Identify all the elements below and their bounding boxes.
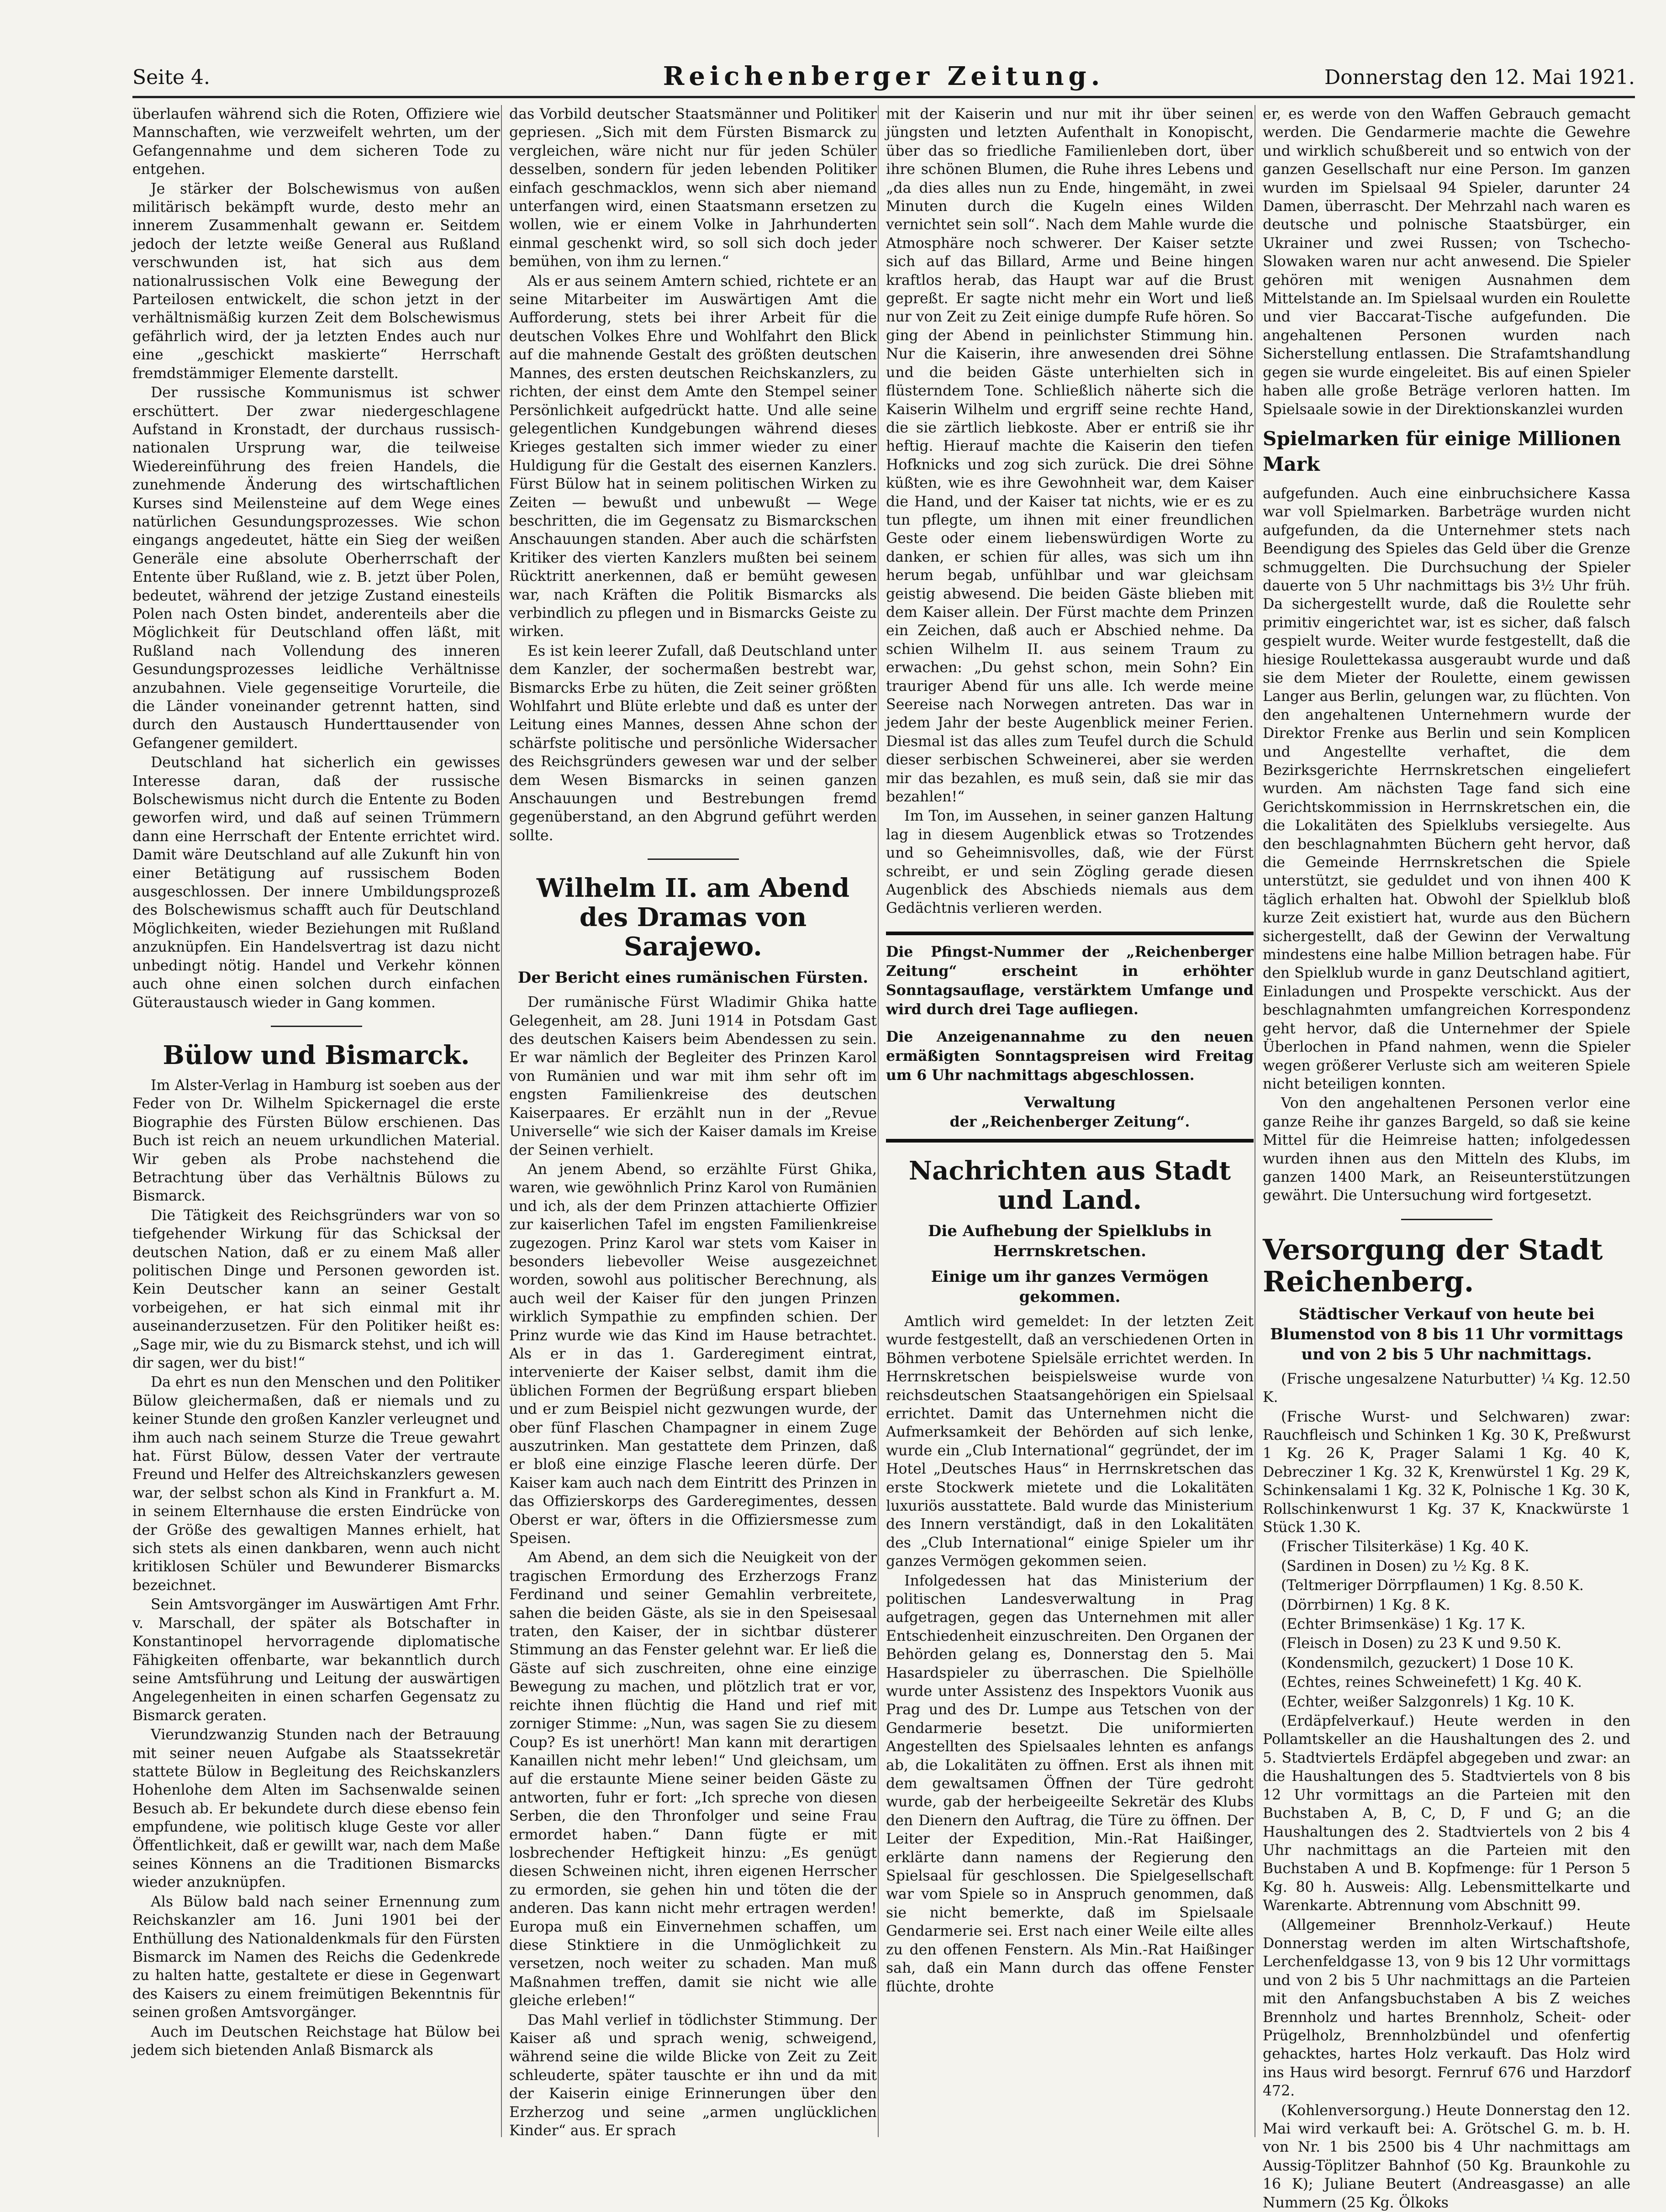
paragraph: Sein Amtsvorgänger im Auswärtigen Amt Frhr. v. Marschall, der später als Botschafter in Konstantinopel hervorragende diplomatische Fähigkeiten offenbarte, war bekanntlich durch seine Amtsführung und Leitung der auswärtigen Angelegenheiten in einen scharfen Gegensatz zu Bismarck geraten. [132, 1596, 500, 1724]
paragraph: Am Abend, an dem sich die Neuigkeit von der tragischen Ermordung des Erzherzogs Franz Ferdinand und seiner Gemahlin verbreitete, sahen die beiden Gäste, als sie in den Speisesaal traten, den Kaiser, der in sichtbar düsterer Stimmung an das Fenster gelehnt war. Er ließ die Gäste auf sich zuschreiten, ohne eine einzige Bewegung zu machen, und plötzlich trat er vor, reichte ihnen flüchtig die Hand und rief mit zorniger Stimme: „Nun, was sagen Sie zu diesem Coup? Es ist unerhört! Man kann mit derartigen Kanaillen nicht mehr leben!“ Und gleichsam, um auf die erstaunte Miene seiner beiden Gäste zu antworten, fuhr er fort: „Ich spreche von diesen Serben, die den Thronfolger und seine Frau ermordet haben.“ Dann fügte er mit losbrechender Heftigkeit hinzu: „Es genügt diesen Schweinen nicht, ihren eigenen Herrscher zu ermorden, sie gehen hin und töten die der anderen. Das kann nicht mehr ertragen werden! Europa muß ein Einvernehmen schaffen, um diese Stinktiere in die Unmöglichkeit zu versetzen, noch weiter zu schaden. Man muß Maßnahmen treffen, damit sie nicht wie alle gleiche erleben!“ [509, 1549, 877, 2009]
list-item: (Echtes, reines Schweinefett) 1 Kg. 40 K. [1281, 1674, 1582, 1691]
column-3 [886, 105, 1254, 2137]
list-item: (Sardinen in Dosen) zu ½ Kg. 8 K. [1281, 1558, 1529, 1575]
paragraph: Im Alster-Verlag in Hamburg ist soeben aus der Feder von Dr. Wilhelm Spickernagel die erste Biographie des Fürsten Bülow erschienen. Das Buch ist reich an neuem urkundlichen Material. Wir geben als Probe nachstehend die Betrachtung über das Verhältnis Bülows zu Bismarck. [132, 1077, 500, 1205]
paragraph: Vierundzwanzig Stunden nach der Betrauung mit seiner neuen Aufgabe als Staatssekretär stattete Bülow in Begleitung des Reichskanzlers Hohenlohe dem Alten im Sachsenwalde seinen Besuch ab. Er bekundete durch diese ebenso fein empfundene, wie politisch kluge Geste vor aller Öffentlichkeit, daß er gewillt war, nach dem Maße seines Könnens an die Traditionen Bismarcks wieder anzuknüpfen. [132, 1727, 500, 1891]
paragraph: (Allgemeiner Brennholz-Verkauf.) Heute Donnerstag werden im alten Wirtschaftshofe, Lerchenfeldgasse 13, von 9 bis 12 Uhr vormittags und von 2 bis 5 Uhr nachmittags an die Parteien mit den Anfangsbuchstaben A bis Z weiches Brennholz und hartes Brennholz, Scheit- oder Prügelholz, Brennholzbündel und ofenfertig gehacktes, hartes Holz verkauft. Das Holz wird ins Haus wird besorgt. Fernruf 676 und Harzdorf 472. [1263, 1917, 1630, 2100]
list-item: (Frische Wurst- und Selchwaren) zwar: Rauchfleisch und Schinken 1 Kg. 30 K, Preßwurst 1 Kg. 26 K, Prager Salami 1 Kg. 40 K, Debrecziner 1 Kg. 32 K, Krenwürstel 1 Kg. 29 K, Schinkensalami 1 Kg. 32 K, Polnische 1 Kg. 30 K, Rollschinkenwurst 1 Kg. 37 K, Knackwürste 1 Stück 1.30 K. [1263, 1408, 1630, 1536]
paragraph: (Erdäpfelverkauf.) Heute werden in den Pollamtskeller an die Haushaltungen des 2. und 5. Stadtviertels Erdäpfel abgegeben und zwar: an die Haushaltungen des 5. Stadtviertels von 8 bis 12 Uhr vormittags an die Parteien mit den Buchstaben A, B, C, D, F und G; an die Haushaltungen des 2. Stadtviertels von 2 bis 4 Uhr nachmittags an die Parteien mit den Buchstaben A und B. Kopfmenge: für 1 Person 5 Kg. 80 h. Ausweis: Allg. Lebensmittelkarte und Warenkarte. Abtrennung vom Abschnitt 99. [1263, 1713, 1630, 1914]
paragraph: mit der Kaiserin und nur mit ihr über seinen jüngsten und letzten Aufenthalt in Konopischt, über das so friedliche Familienleben dort, über ihre schönen Blumen, die Ruhe ihres Lebens und „da dies alles nun zu Ende, hingemäht, in zwei Minuten durch die Kugeln eines Wilden vernichtet sein soll“. Nach dem Mahle wurde die Atmosphäre noch schwerer. Der Kaiser setzte sich auf das Billard, Arme und Beine hingen kraftlos herab, das Haupt war auf die Brust gepreßt. Er sagte nicht mehr ein Wort und ließ nur von Zeit zu Zeit einige dumpfe Rufe hören. So ging der Abend in peinlichster Stimmung hin. Nur die Kaiserin, ihre anwesenden drei Söhne und die beiden Gäste unterhielten sich in flüsterndem Tone. Schließlich näherte sich die Kaiserin Wilhelm und ergriff seine rechte Hand, die sie zärtlich liebkoste. Aber er entriß sie ihr heftig. Hierauf machte die Kaiserin den tiefen Hofknicks und zog sich zurück. Die drei Söhne küßten, wie es ihre Gewohnheit war, dem Kaiser die Hand, und der Kaiser tat nichts, wie er es zu tun pflegte, um ihnen mit einer freundlichen Geste oder einem liebenswürdigen Worte zu danken, er schien für alles, was sich um ihn herum begab, unfühlbar und war gleichsam geistig abwesend. Die beiden Gäste blieben mit dem Kaiser allein. Der Fürst machte dem Prinzen ein Zeichen, daß auch er Abschied nehme. Da schien Wilhelm II. aus seinem Traum zu erwachen: „Du gehst schon, mein Sohn? Ein trauriger Abend für uns alle. Ich werde meine Seereise nach Norwegen antreten. Das war in jedem Jahr der beste Augenblick meiner Ferien. Diesmal ist das alles zum Teufel durch die Schuld dieser serbischen Schweinerei, aber sie werden mir das bezahlen, es muß sein, daß sie mir das bezahlen!“ [886, 106, 1254, 806]
list-item: (Teltmeriger Dörrpflaumen) 1 Kg. 8.50 K. [1281, 1577, 1584, 1594]
paragraph: Amtlich wird gemeldet: In der letzten Zeit wurde festgestellt, daß an verschiedenen Orten in Böhmen verbotene Spielsäle errichtet werden. In Herrnskretschen beispielsweise wurde von reichsdeutschen Staatsangehörigen ein Spielsaal errichtet. Damit das Unternehmen nicht die Aufmerksamkeit der Behörden auf sich lenke, wurde ein „Club International“ gegründet, der im Hotel „Deutsches Haus“ in Herrnskretschen das erste Stockwerk mietete und die Lokalitäten luxuriös ausstattete. Bald wurde das Ministerium des Innern verständigt, daß in den Lokalitäten des „Club International“ einige Spieler um ihr ganzes Vermögen gekommen seien. [886, 1313, 1254, 1570]
paragraph: Der russische Kommunismus ist schwer erschüttert. Der zwar niedergeschlagene Aufstand in Kronstadt, der durchaus russisch-nationalen Ursprung war, die teilweise Wiedereinführung des freien Handels, die zunehmende Änderung des wirtschaftlichen Kurses sind Meilensteine auf dem Wege eines natürlichen Gesundungsprozesses. Wie schon eingangs angedeutet, hätte ein Sieg der weißen Generäle eine absolute Oberherrschaft der Entente über Rußland, wie z. B. jetzt über Polen, bedeutet, während der jetzige Zustand einesteils Polen nach Osten bindet, anderenteils aber die Möglichkeit für Deutschland offen läßt, mit Rußland nach Vollendung des inneren Gesundungsprozesses leidliche Verhältnisse anzubahnen. Viele gegenseitige Vorurteile, die die Länder voneinander getrennt hatten, sind durch den Austausch Hunderttausender von Gefangener gemildert. [132, 384, 500, 752]
list-item: (Dörrbirnen) 1 Kg. 8 K. [1281, 1596, 1450, 1613]
paragraph: Deutschland hat sicherlich ein gewisses Interesse daran, daß der russische Bolschewismus nicht durch die Entente zu Boden geworfen wird, und daß auf seinen Trümmern dann eine Herrschaft der Entente errichtet wird. Damit wäre Deutschland auf alle Zukunft hin von einer Betätigung auf russischem Boden ausgeschlossen. Der innere Umbildungsprozeß des Bolschewismus schafft auch für Deutschland Möglichkeiten, wieder Beziehungen mit Rußland anzuknüpfen. Ein Handelsvertrag ist dazu nicht unbedingt nötig. Handel und Verkehr können auch ohne einen solchen durch einfachen Güteraustausch wieder in Gang kommen. [132, 754, 500, 1011]
section-headline: Nachrichten aus Stadt und Land. [908, 1155, 1231, 1215]
announcement-signature: der „Reichenberger Zeitung“. [949, 1113, 1190, 1130]
page-number: Seite 4. [132, 66, 210, 89]
paragraph: Es ist kein leerer Zufall, daß Deutschland unter dem Kanzler, der sochermaßen bestrebt war, Bismarcks Erbe zu hüten, die Zeit seiner größten Wohlfahrt und Blüte erlebte und daß es unter der Leitung eines Mannes, dessen Ahne schon der schärfste politische und persönliche Widersacher des Reichsgründers gewesen war und der selber dem Wesen Bismarcks in seinen ganzen Anschauungen und Bestrebungen fremd gegenüberstand, an den Abgrund geführt werden sollte. [509, 643, 877, 844]
column-2 [509, 105, 877, 2137]
announcement-signature: Verwaltung [1024, 1094, 1116, 1111]
paragraph: Als Bülow bald nach seiner Ernennung zum Reichskanzler am 16. Juni 1901 bei der Enthüllung des Nationaldenkmals für den Fürsten Bismarck im Namen des Reichs die Gedenkrede zu halten hatte, gestaltete er diese in Gegenwart des Kaisers zu einem freimütigen Bekenntnis für seinen großen Amtsvorgänger. [132, 1893, 500, 2021]
article-subheadline: Der Bericht eines rumänischen Fürsten. [517, 969, 869, 987]
announcement-text: Die Pfingst-Nummer der „Reichenberger Zeitung“ erscheint in erhöhter Sonntagsauflage, verstärktem Umfange und wird durch drei Tage aufliegen. [886, 943, 1254, 1018]
column-1 [132, 105, 500, 2137]
bold-line: Spielmarken für einige Millionen Mark [1263, 427, 1621, 475]
article-subheadline: Die Aufhebung der Spielklubs in Herrnskretschen. [928, 1222, 1212, 1260]
paragraph: Infolgedessen hat das Ministerium der politischen Landesverwaltung in Prag aufgetragen, gegen das Unternehmen mit aller Entschiedenheit einzuschreiten. Den Organen der Behörden gelang es, Donnerstag den 5. Mai Hasardspieler zu überraschen. Die Spielhölle wurde unter Assistenz des Inspektors Vuonik aus Prag und des Dr. Lumpe aus Tetschen von der Gendarmerie besetzt. Die uniformierten Angestellten des Spielsaales lehnten es anfangs ab, die Lokalitäten zu öffnen. Erst als ihnen mit dem gewaltsamen Öffnen der Türe gedroht wurde, gab der herbeigeeilte Sekretär des Klubs den Dienern den Auftrag, die Türe zu öffnen. Der Leiter der Expedition, Min.-Rat Haißinger, erklärte dann namens der Regierung den Spielsaal für geschlossen. Die Spielgesellschaft war vom Spiele so in Anspruch genommen, daß sie nicht bemerkte, daß im Spielsaale Gendarmerie sei. Erst nach einer Weile eilte alles zu den offenen Fenstern. Als Min.-Rat Haißinger sah, daß ein Mann durch das offene Fenster flüchte, drohte [886, 1572, 1254, 1995]
article-headline: Bülow und Bismarck. [163, 1040, 470, 1070]
section-divider [648, 858, 739, 860]
list-item: (Fleisch in Dosen) zu 23 K und 9.50 K. [1281, 1635, 1562, 1652]
paragraph: er, es werde von den Waffen Gebrauch gemacht werden. Die Gendarmerie machte die Gewehre und wirklich schußbereit und so entwich von der ganzen Gesellschaft nur eine Person. Im ganzen wurden im Spielsaal 94 Spieler, darunter 24 Damen, überrascht. Der Mehrzahl nach waren es deutsche und polnische Staatsbürger, ein Ukrainer und zwei Russen; von Tschecho-Slowaken waren nur acht anwesend. Die Spieler gehören mit wenigen Ausnahmen dem Mittelstande an. Im Spielsaal wurden ein Roulette und vier Baccarat-Tische aufgefunden. Die angehaltenen Personen wurden nach Sicherstellung entlassen. Die Strafamtshandlung gegen sie wurde eingeleitet. Bis auf einen Spieler haben alle große Beträge verloren hatten. Im Spielsaale sowie in der Direktionskanzlei wurden [1263, 106, 1630, 418]
column-4 [1263, 105, 1630, 2211]
section-divider [271, 1026, 362, 1027]
column-rule [878, 105, 879, 2137]
paragraph: An jenem Abend, so erzählte Fürst Ghika, waren, wie gewöhnlich Prinz Karol von Rumänien und ich, als der dem Prinzen attachierte Offizier zur kaiserlichen Tafel im engsten Familienkreise zugezogen. Prinz Karol war stets vom Kaiser in besonders liebevoller Weise ausgezeichnet worden, sowohl aus politischer Berechnung, als auch weil der Kaiser für den jungen Prinzen wirklich Sympathie zu empfinden schien. Der Prinz wurde wie das Kind im Hause betrachtet. Als er in das 1. Garderegiment eintrat, intervenierte der Kaiser selbst, damit ihm die üblichen Formen der Begrüßung erspart blieben und er zum Beispiel nicht gezwungen wurde, der ober fünf Flaschen Champagner in einem Zuge auszutrinken. Man gestattete dem Prinzen, daß er bloß eine einzige Flasche leeren dürfe. Der Kaiser kam auch nach dem Eintritt des Prinzen in das Offizierskorps des Garderegimentes, dessen Oberst er war, öfters in die Offiziersmesse zum Speisen. [509, 1161, 877, 1547]
list-item: (Kondensmilch, gezuckert) 1 Dose 10 K. [1281, 1654, 1574, 1671]
list-item: (Echter, weißer Salzgonrels) 1 Kg. 10 K. [1281, 1693, 1575, 1710]
article-subheadline: Einige um ihr ganzes Vermögen gekommen. [931, 1267, 1209, 1306]
paragraph: Je stärker der Bolschewismus von außen militärisch bekämpft wurde, desto mehr an innerem Zusammenhalt gewann er. Seitdem jedoch der letzte weiße General aus Rußland verschwunden ist, hat sich aus dem nationalrussischen Volk eine Bewegung der Parteilosen entwickelt, die schon jetzt in der verhältnismäßig kurzen Zeit dem Bolschewismus gefährlich wird, der ja letzten Endes auch nur eine „geschickt maskierte“ Herrschaft fremdstämmiger Elemente darstellt. [132, 180, 500, 382]
column-rule [501, 105, 502, 2137]
paragraph: Als er aus seinem Amtern schied, richtete er an seine Mitarbeiter im Auswärtigen Amt die Aufforderung, stets bei ihrer Arbeit für die deutschen Volkes Ehre und Wohlfahrt den Blick auf die mahnende Gestalt des größten deutschen Mannes, des ersten deutschen Reichskanzlers, zu richten, der einst dem Amte den Stempel seiner Persönlichkeit aufgedrückt hatte. Und alle seine gelegentlichen Kundgebungen während dieses Krieges gestalten sich immer wieder zu einer Huldigung für die Gestalt des eisernen Kanzlers. Fürst Bülow hat in seinem politischen Wirken zu Zeiten — bewußt und unbewußt — Wege beschritten, die im Gegensatz zu Bismarckschen Anschauungen standen. Aber auch die schärfsten Kritiker des vierten Kanzlers mußten bei seinem Rücktritt anerkennen, daß er bemüht gewesen war, nach Kräften die Politik Bismarcks als verbindlich zu pflegen und in Bismarcks Geiste zu wirken. [509, 273, 877, 640]
paragraph: aufgefunden. Auch eine einbruchsichere Kassa war voll Spielmarken. Barbeträge wurden nicht aufgefunden, da die Unternehmer stets nach Beendigung des Spieles das Geld über die Grenze schmuggelten. Die Durchsuchung der Spieler dauerte von 5 Uhr nachmittags bis 3½ Uhr früh. Da sichergestellt wurde, daß die Roulette sehr primitiv eingerichtet war, ist es sicher, daß falsch gespielt wurde. Weiter wurde festgestellt, daß die hiesige Roulettekassa ausgeraubt wurde und daß sie dem Mieter der Roulette, einem gewissen Langer aus Berlin, gelungen war, zu flüchten. Von den angehaltenen Unternehmern wurde der Direktor Frenke aus Berlin und sein Komplicen und Angestellte verhaftet, die dem Bezirksgerichte Herrnskretschen eingeliefert wurden. Am nächsten Tage fand sich eine Gerichtskommission in Herrnskretschen ein, die die Lokalitäten des Spielklubs versiegelte. Aus den beschlagnahmten Büchern geht hervor, daß die Gemeinde Herrnskretschen die Spiele unterstützt, sie geduldet und von ihnen 400 K täglich erhalten hat. Obwohl der Spielklub bloß kurze Zeit existiert hat, wurde aus den Büchern sichergestellt, daß der Gewinn der Verwaltung mindestens eine halbe Million betragen habe. Für den Spielklub wurde in ganz Deutschland agitiert, Einladungen und Prospekte verschickt. Aus der beschlagnahmten umfangreichen Korrespondenz geht hervor, daß die Unternehmer der Spiele Überlochen in Pfand nahmen, wenn die Spieler wegen größerer Verluste sich am weiteren Spiele nicht beteiligen konnten. [1263, 485, 1630, 1092]
paragraph: Da ehrt es nun den Menschen und den Politiker Bülow gleichermaßen, daß er niemals und zu keiner Stunde den großen Kanzler verleugnet und ihm auch nach seinem Sturze die Treue gewahrt hat. Fürst Bülow, dessen Vater der vertraute Freund und Helfer des Altreichskanzlers gewesen war, der selbst schon als Kind in Frankfurt a. M. in seinem Elternhause die ersten Eindrücke von der Größe des gewaltigen Mannes erhielt, hat sich stets als einen dankbaren, wenn auch nicht kritiklosen Schüler und Bewunderer Bismarcks bezeichnet. [132, 1374, 500, 1594]
paragraph: Das Mahl verlief in tödlichster Stimmung. Der Kaiser aß und sprach wenig, schweigend, während seine die wilde Blicke von Zeit zu Zeit schleuderte, später tauschte er ihn und da mit der Kaiserin einige Erinnerungen über den Erzherzog und seine „armen unglücklichen Kinder“ aus. Er sprach [509, 2012, 877, 2139]
section-headline: Versorgung der Stadt Reichenberg. [1263, 1232, 1603, 1298]
list-item: (Frische ungesalzene Naturbutter) ¼ Kg. 12.50 K. [1263, 1370, 1630, 1406]
paragraph: überlaufen während sich die Roten, Offiziere wie Mannschaften, wie verzweifelt wehrten, um der Gefangennahme und dem sicheren Tode zu entgehen. [132, 106, 500, 178]
announcement-text: Die Anzeigenannahme zu den neuen ermäßigten Sonntagspreisen wird Freitag um 6 Uhr nachmittags abgeschlossen. [886, 1028, 1254, 1084]
paragraph: Von den angehaltenen Personen verlor eine ganze Reihe ihr ganzes Bargeld, so daß sie keine Mittel für die Heimreise hatten; infolgedessen wurden ihnen aus den Mitteln des Klubs, im ganzen 1400 Mark, an Reiseunterstützungen gewährt. Die Untersuchung wird fortgesetzt. [1263, 1095, 1630, 1204]
paragraph: Die Tätigkeit des Reichsgründers war von so tiefgehender Wirkung für das Schicksal der deutschen Nation, daß er zu einem Maß aller politischen Dinge und Personen geworden ist. Kein Deutscher kann an seiner Gestalt vorbeigehen, er hat sich einmal mit ihr auseinanderzusetzen. Für den Politiker heißt es: „Sage mir, wie du zu Bismarck stehst, und ich will dir sagen, wer du bist!“ [132, 1207, 500, 1371]
paragraph: Der rumänische Fürst Wladimir Ghika hatte Gelegenheit, am 28. Juni 1914 in Potsdam Gast des deutschen Kaisers beim Abendessen zu sein. Er war nämlich der Begleiter des Prinzen Karol von Rumänien und war mit ihm sehr oft im engsten Familienkreise des deutschen Kaiserpaares. Er erzählt nun in der „Revue Universelle“ wie sich der Kaiser damals im Kreise der Seinen verhielt. [509, 994, 877, 1159]
paragraph: (Kohlenversorgung.) Heute Donnerstag den 12. Mai wird verkauft bei: A. Grötschel G. m. b. H. von Nr. 1 bis 2500 bis 4 Uhr nachmittags am Aussig-Töplitzer Bahnhof (50 Kg. Braunkohle zu 16 K); Juliane Beutert (Andreasgasse) an alle Nummern (25 Kg. Ölkoks [1263, 2102, 1630, 2211]
announcement-box [886, 932, 1254, 1143]
article-headline: Wilhelm II. am Abend des Dramas von Sarajewo. [536, 873, 850, 962]
masthead: Reichenberger Zeitung. [663, 61, 1105, 91]
article-subheadline: Städtischer Verkauf von heute bei Blumenstod von 8 bis 11 Uhr vormittags und von 2 bis 5 Uhr nachmittags. [1270, 1305, 1623, 1364]
paragraph: Auch im Deutschen Reichstage hat Bülow bei jedem sich bietenden Anlaß Bismarck als [132, 2023, 500, 2059]
paragraph: Im Ton, im Aussehen, in seiner ganzen Haltung lag in diesem Augenblick etwas so Trotzendes und so Geheimnisvolles, daß, wie der Fürst schreibt, er und sein Zögling gerade diesen Augenblick des Abschieds niemals aus dem Gedächtnis verlieren werden. [886, 808, 1254, 917]
paragraph: das Vorbild deutscher Staatsmänner und Politiker gepriesen. „Sich mit dem Fürsten Bismarck zu vergleichen, wäre nicht nur für jeden Schüler desselben, sondern für jeden lebenden Politiker einfach geschmacklos, wenn sich aber niemand unterfangen wird, einen Staatsmann ersetzen zu wollen, wie er einem Volke in Jahrhunderten einmal geschenkt wird, so soll sich doch jeder bemühen, von ihm zu lernen.“ [509, 106, 877, 270]
list-item: (Frischer Tilsiterkäse) 1 Kg. 40 K. [1281, 1538, 1529, 1555]
list-item: (Echter Brimsenkäse) 1 Kg. 17 K. [1281, 1616, 1526, 1633]
issue-date: Donnerstag den 12. Mai 1921. [1324, 66, 1635, 89]
section-divider [1401, 1219, 1492, 1220]
page-header [132, 59, 1635, 98]
